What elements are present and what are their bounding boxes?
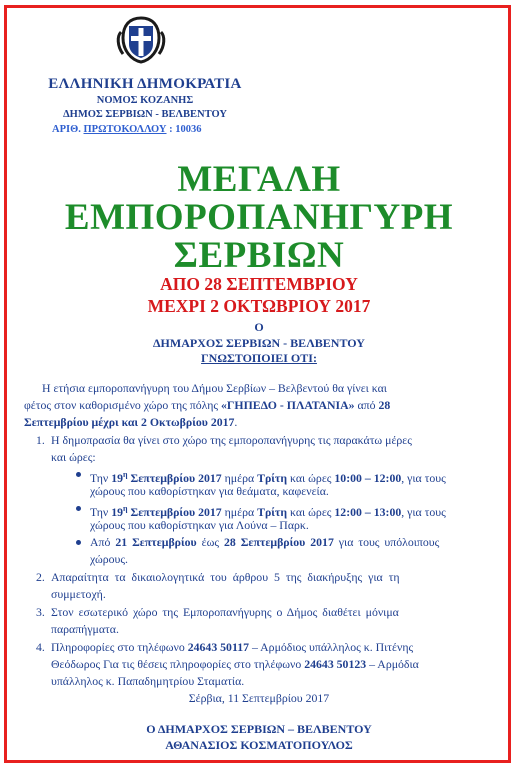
protocol-number: ΑΡΙΘ. ΠΡΩΤΟΚΟΛΛΟΥ : 10036 (52, 124, 202, 135)
item-4-line-2: Θεόδωρος Για τις θέσεις πληροφορίες στο τηλέφωνο 24643 50123 – Αρμόδια (51, 657, 419, 671)
intro-line-1: Η ετήσια εμποροπανήγυρη του Δήμου Σερβίων – Βελβεντού θα γίνει και (42, 381, 387, 395)
municipality-name: ΔΗΜΟΣ ΣΕΡΒΙΩΝ - ΒΕΛΒΕΝΤΟΥ (63, 109, 227, 120)
item-3-line-2: παραπήγματα. (51, 622, 119, 636)
item-4-line-1: Πληροφορίες στο τηλέφωνο 24643 50117 – Αρμόδιος υπάλληλος κ. Πιτένης (51, 640, 414, 654)
announcer-mayor: ΔΗΜΑΡΧΟΣ ΣΕΡΒΙΩΝ - ΒΕΛΒΕΝΤΟΥ (153, 336, 365, 350)
announces-heading: ΓΝΩΣΤΟΠΟΙΕΙ ΟΤΙ: (201, 351, 317, 365)
bullet-2-line-2: χώρους που καθορίστηκαν για Λούνα – Παρκ. (90, 518, 309, 532)
bullet-1-line-1: Την $19^\eta$ Σεπτεμβρίου 2017 ημέρα Τρίτη και ώρες 10:00 – 12:00, για τους (90, 470, 446, 485)
place-and-date: Σέρβια, 11 Σεπτεμβρίου 2017 (188, 691, 330, 705)
bullet-2-icon (76, 506, 81, 511)
date-from: ΑΠΟ 28 ΣΕΠΤΕΜΒΡΙΟΥ (160, 274, 358, 294)
bullet-2-line-1: Την $19^\eta$ Σεπτεμβρίου 2017 ημέρα Τρίτη και ώρες 12:00 – 13:00, για τους (90, 504, 446, 519)
announcer-o: Ο (254, 320, 264, 334)
bullet-3-line-2: χώρους. (90, 552, 128, 566)
item-4-number: 4. (36, 640, 45, 654)
signature-name: ΑΘΑΝΑΣΙΟΣ ΚΟΣΜΑΤΟΠΟΥΛΟΣ (165, 738, 353, 752)
bullet-1-line-2: χώρους που καθορίστηκαν για θεάματα, καφενεία. (90, 484, 329, 498)
title-line-1: ΜΕΓΑΛΗ (177, 159, 341, 200)
item-3-number: 3. (36, 605, 45, 619)
item-2-number: 2. (36, 570, 45, 584)
item-1-line-2: και ώρες: (51, 450, 96, 464)
bullet-3-icon (76, 540, 81, 545)
date-to: ΜΕΧΡΙ 2 ΟΚΤΩΒΡΙΟΥ 2017 (147, 296, 371, 316)
item-1-line-1: Η δημοπρασία θα γίνει στο χώρο της εμποροπανήγυρης τις παρακάτω μέρες (51, 433, 412, 447)
item-2-line-1: Απαραίτητα τα δικαιολογητικά του άρθρου 5 της διακήρυξης για τη (51, 570, 400, 584)
signature-title: Ο ΔΗΜΑΡΧΟΣ ΣΕΡΒΙΩΝ – ΒΕΛΒΕΝΤΟΥ (146, 722, 372, 736)
item-1-number: 1. (36, 433, 45, 447)
prefecture-name: ΝΟΜΟΣ ΚΟΖΑΝΗΣ (96, 95, 194, 106)
item-3-line-1: Στον εσωτερικό χώρο της Εμποροπανήγυρης ο Δήμος διαθέτει μόνιμα (51, 605, 399, 619)
bullet-1-icon (76, 472, 81, 477)
greek-coat-of-arms-icon (115, 14, 167, 66)
title-line-2: ΕΜΠΟΡΟΠΑΝΗΓΥΡΗ (64, 197, 454, 238)
title-line-3: ΣΕΡΒΙΩΝ (173, 235, 345, 276)
item-2-line-2: συμμετοχή. (51, 587, 106, 601)
intro-line-3: Σεπτεμβρίου μέχρι και 2 Οκτωβρίου 2017. (24, 415, 238, 429)
bullet-3-line-1: Από 21 Σεπτεμβρίου έως 28 Σεπτεμβρίου 2017 για τους υπόλοιπους (90, 535, 440, 549)
item-4-line-3: υπάλληλος κ. Παπαδημητρίου Σταματία. (51, 674, 245, 688)
intro-line-2: φέτος στον καθορισμένο χώρο της πόλης «ΓΗΠΕΔΟ - ΠΛΑΤΑΝΙΑ» από 28 (24, 398, 391, 412)
state-name: ΕΛΛΗΝΙΚΗ ΔΗΜΟΚΡΑΤΙΑ (48, 76, 242, 92)
